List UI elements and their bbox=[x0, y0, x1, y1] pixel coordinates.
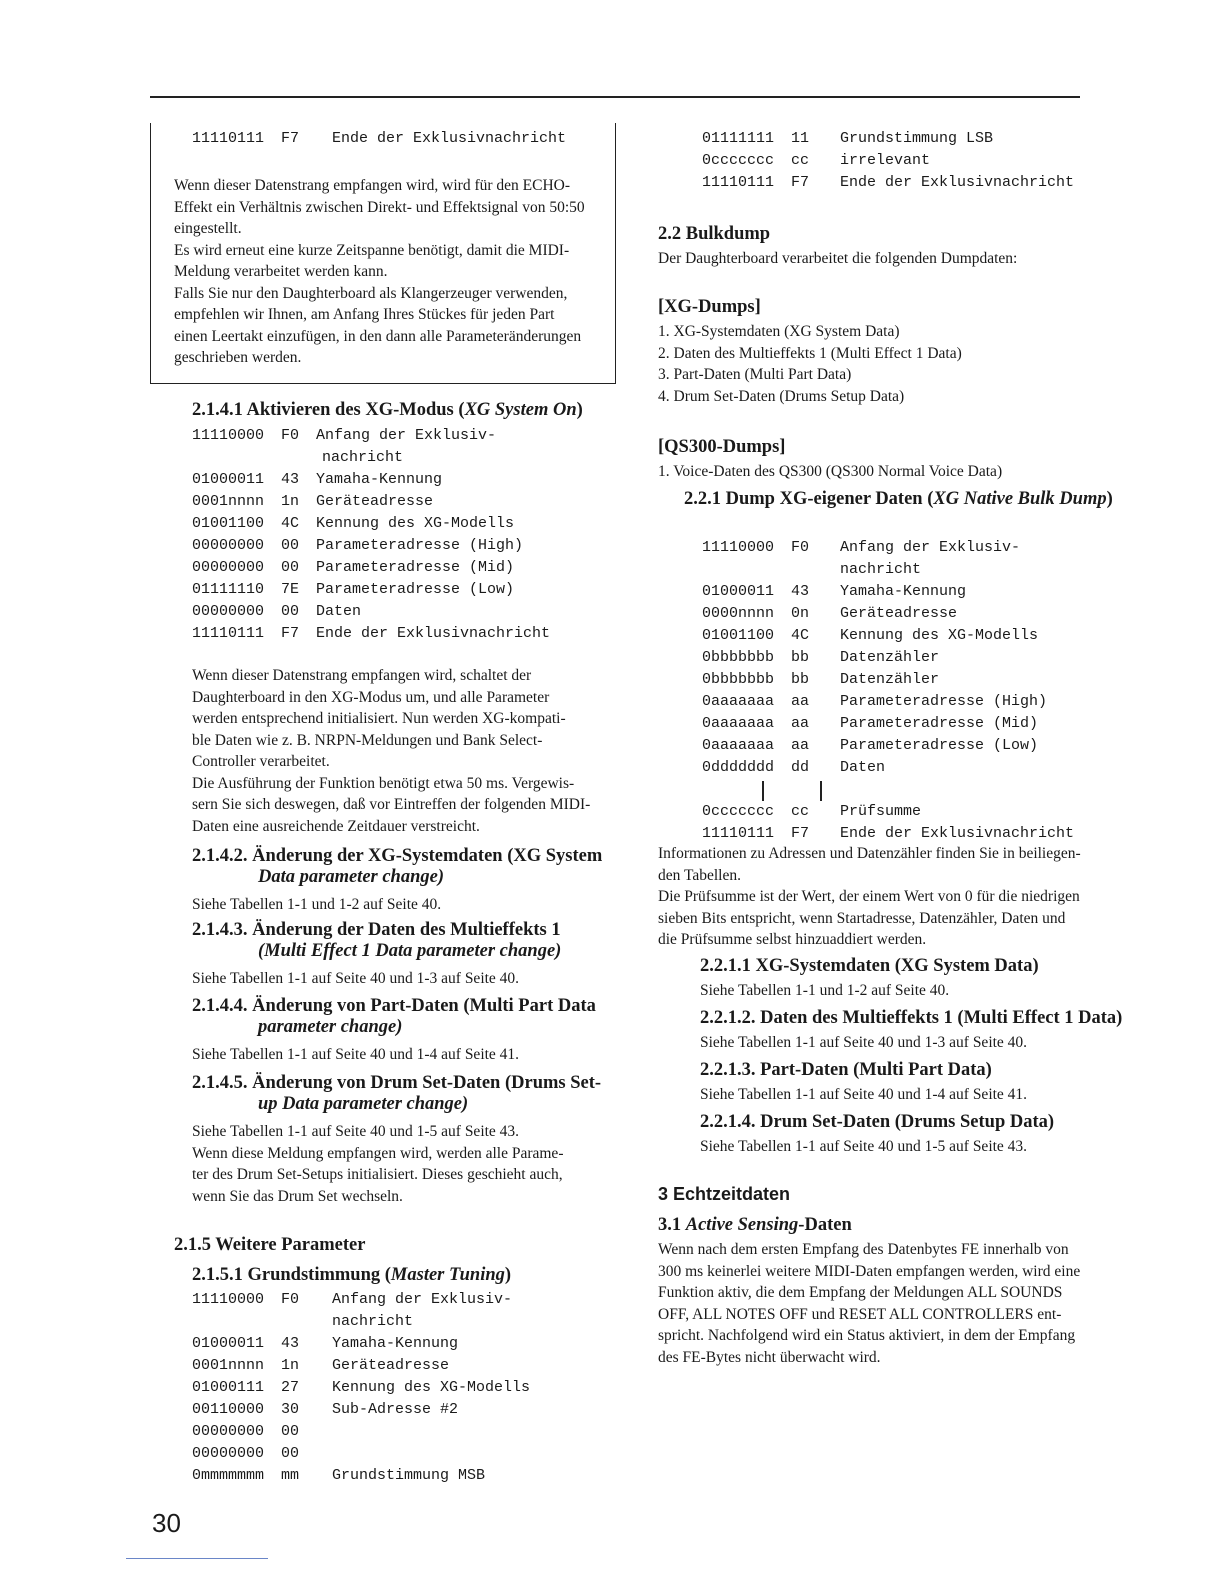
heading-2141: 2.1.4.1 Aktivieren des XG-Modus (XG System On) bbox=[192, 400, 583, 420]
code-table-2141: 11110000 F0 Anfang der Exklusiv- nachricht 01000011 43 Yamaha-Kennung 0001nnnn 1n Geräteadresse 01001100 4C Kennung des XG-Modells 00000000 00 Parameteradresse (High) 00000000 00 Parameteradresse (Mid) 01111110 7E Parameteradresse (Low) 00000000 00 Daten 11110111 F7 Ende der Exklusivnachricht bbox=[192, 427, 551, 642]
heading-2142: 2.1.4.2. Änderung der XG-Systemdaten (XG System Data parameter change) bbox=[192, 846, 603, 887]
heading-2144: 2.1.4.4. Änderung von Part-Daten (Multi Part Data parameter change) bbox=[192, 996, 596, 1037]
list-xg-dumps bbox=[658, 321, 962, 407]
text-2212: Siehe Tabellen 1-1 auf Seite 40 und 1-3 auf Seite 40. bbox=[700, 1034, 1028, 1051]
heading-qs300-dumps: [QS300-Dumps] bbox=[658, 437, 786, 457]
heading-2143: 2.1.4.3. Änderung der Daten des Multieffekts 1 (Multi Effect 1 Data parameter change) bbox=[192, 920, 562, 961]
heading-2214: 2.2.1.4. Drum Set-Daten (Drums Setup Data) bbox=[700, 1112, 1055, 1132]
text-2143: Siehe Tabellen 1-1 auf Seite 40 und 1-3 auf Seite 40. bbox=[192, 970, 520, 987]
footer-line bbox=[126, 1558, 268, 1559]
box-code-row: 11110111 F7 Ende der Exklusivnachricht bbox=[192, 130, 567, 147]
heading-2212: 2.2.1.2. Daten des Multieffekts 1 (Multi Effect 1 Data) bbox=[700, 1008, 1123, 1028]
heading-2151: 2.1.5.1 Grundstimmung (Master Tuning) bbox=[192, 1265, 512, 1285]
text-221: Informationen zu Adressen und Datenzähler finden Sie in beiliegen- den Tabellen. Die Prüfsumme ist der Wert, der einem Wert von 0 für die niedrigen sieben Bits entspricht, wenn Startadresse, Datenzähler, Daten und die Prüfsumme selbst hinzuaddiert werden. bbox=[658, 845, 1081, 948]
heading-xg-dumps: [XG-Dumps] bbox=[658, 297, 761, 317]
list-item: 1. Voice-Daten des QS300 (QS300 Normal Voice Data) bbox=[658, 463, 1003, 480]
text-2211: Siehe Tabellen 1-1 und 1-2 auf Seite 40. bbox=[700, 982, 950, 999]
list-item: 1. XG-Systemdaten (XG System Data) bbox=[658, 323, 900, 340]
header-rule bbox=[150, 96, 1080, 98]
heading-22: 2.2 Bulkdump bbox=[658, 224, 771, 244]
text-22: Der Daughterboard verarbeitet die folgenden Dumpdaten: bbox=[658, 250, 1018, 267]
text-2214: Siehe Tabellen 1-1 auf Seite 40 und 1-5 auf Seite 43. bbox=[700, 1138, 1028, 1155]
list-item: 3. Part-Daten (Multi Part Data) bbox=[658, 366, 852, 383]
code-table-2151: 11110000 F0 Anfang der Exklusiv- nachricht 01000011 43 Yamaha-Kennung 0001nnnn 1n Geräteadresse 01000111 27 Kennung des XG-Modells 00110000 30 Sub-Adresse #2 00000000 00 00000000 00 0mmmmmmm mm Grundstimmung MSB bbox=[192, 1291, 531, 1484]
text-31: Wenn nach dem ersten Empfang des Datenbytes FE innerhalb von 300 ms keinerlei weitere MIDI-Daten empfangen werden, wird eine Funktion aktiv, die dem Empfang der Meldungen ALL SOUNDS OFF, ALL NOTES OFF und RESET ALL CONTROLLERS ent- spricht. Nachfolgend wird ein Status aktiviert, in dem der Empfang des FE-Bytes nicht überwacht wird. bbox=[658, 1241, 1081, 1366]
text-2141: Wenn dieser Datenstrang empfangen wird, schaltet der Daughterboard in den XG-Modus um, und alle Parameter werden entsprechend initialisiert. Nun werden XG-kompati- ble Daten wie z. B. NRPN-Meldungen und Bank Select- Controller verarbeitet. Die Ausführung der Funktion benötigt etwa 50 ms. Vergewis- sern Sie sich deswegen, daß vor Eintreffen der folgenden MIDI- Daten eine ausreichende Zeitdauer verstreicht. bbox=[192, 667, 591, 835]
text-2145: Siehe Tabellen 1-1 auf Seite 40 und 1-5 auf Seite 43. Wenn diese Meldung empfangen wird, werden alle Parame- ter des Drum Set-Setups initialisiert. Dieses geschieht auch, wenn Sie das Drum Set wechseln. bbox=[192, 1123, 564, 1205]
heading-2211: 2.2.1.1 XG-Systemdaten (XG System Data) bbox=[700, 956, 1039, 976]
heading-2145: 2.1.4.5. Änderung von Drum Set-Daten (Drums Set- up Data parameter change) bbox=[192, 1073, 602, 1114]
box-text: Wenn dieser Datenstrang empfangen wird, wird für den ECHO- Effekt ein Verhältnis zwischen Direkt- und Effektsignal von 50:50 eingestellt. Es wird erneut eine kurze Zeitspanne benötigt, damit die MIDI- Meldung verarbeitet werden kann. Falls Sie nur den Daughterboard als Klangerzeuger verwenden, empfehlen wir Ihnen, am Anfang Ihres Stückes für jeden Part einen Leertakt einzufügen, in den dann alle Parameteränderungen geschrieben werden. bbox=[174, 177, 585, 366]
continuation-mark bbox=[820, 781, 822, 801]
heading-3: 3 Echtzeitdaten bbox=[658, 1184, 791, 1204]
text-2142: Siehe Tabellen 1-1 und 1-2 auf Seite 40. bbox=[192, 896, 442, 913]
page-number: 30 bbox=[152, 1508, 181, 1538]
text-2144: Siehe Tabellen 1-1 auf Seite 40 und 1-4 auf Seite 41. bbox=[192, 1046, 520, 1063]
heading-31: 3.1 Active Sensing-Daten bbox=[658, 1215, 852, 1235]
code-table-221: 11110000 F0 Anfang der Exklusiv- nachricht 01000011 43 Yamaha-Kennung 0000nnnn 0n Geräteadresse 01001100 4C Kennung des XG-Modells 0bbbbbbb bb Datenzähler 0bbbbbbb bb Datenzähler 0aaaaaaa aa Parameteradresse (High) 0aaaaaaa aa Parameteradresse (Mid) 0aaaaaaa aa Parameteradresse (Low) 0ddddddd dd Daten 0ccccccc cc Prüfsumme 11110111 F7 Ende der Exklusivnachricht bbox=[702, 539, 1075, 842]
list-item: 2. Daten des Multieffekts 1 (Multi Effect 1 Data) bbox=[658, 344, 962, 362]
code-table-top-right: 01111111 11 Grundstimmung LSB 0ccccccc cc irrelevant 11110111 F7 Ende der Exklusivnachricht bbox=[702, 130, 1075, 191]
heading-2213: 2.2.1.3. Part-Daten (Multi Part Data) bbox=[700, 1060, 992, 1080]
text-2213: Siehe Tabellen 1-1 auf Seite 40 und 1-4 auf Seite 41. bbox=[700, 1086, 1028, 1103]
heading-221: 2.2.1 Dump XG-eigener Daten (XG Native Bulk Dump) bbox=[684, 489, 1113, 509]
heading-215: 2.1.5 Weitere Parameter bbox=[174, 1235, 366, 1255]
continuation-mark bbox=[762, 781, 764, 801]
list-item: 4. Drum Set-Daten (Drums Setup Data) bbox=[658, 387, 905, 405]
